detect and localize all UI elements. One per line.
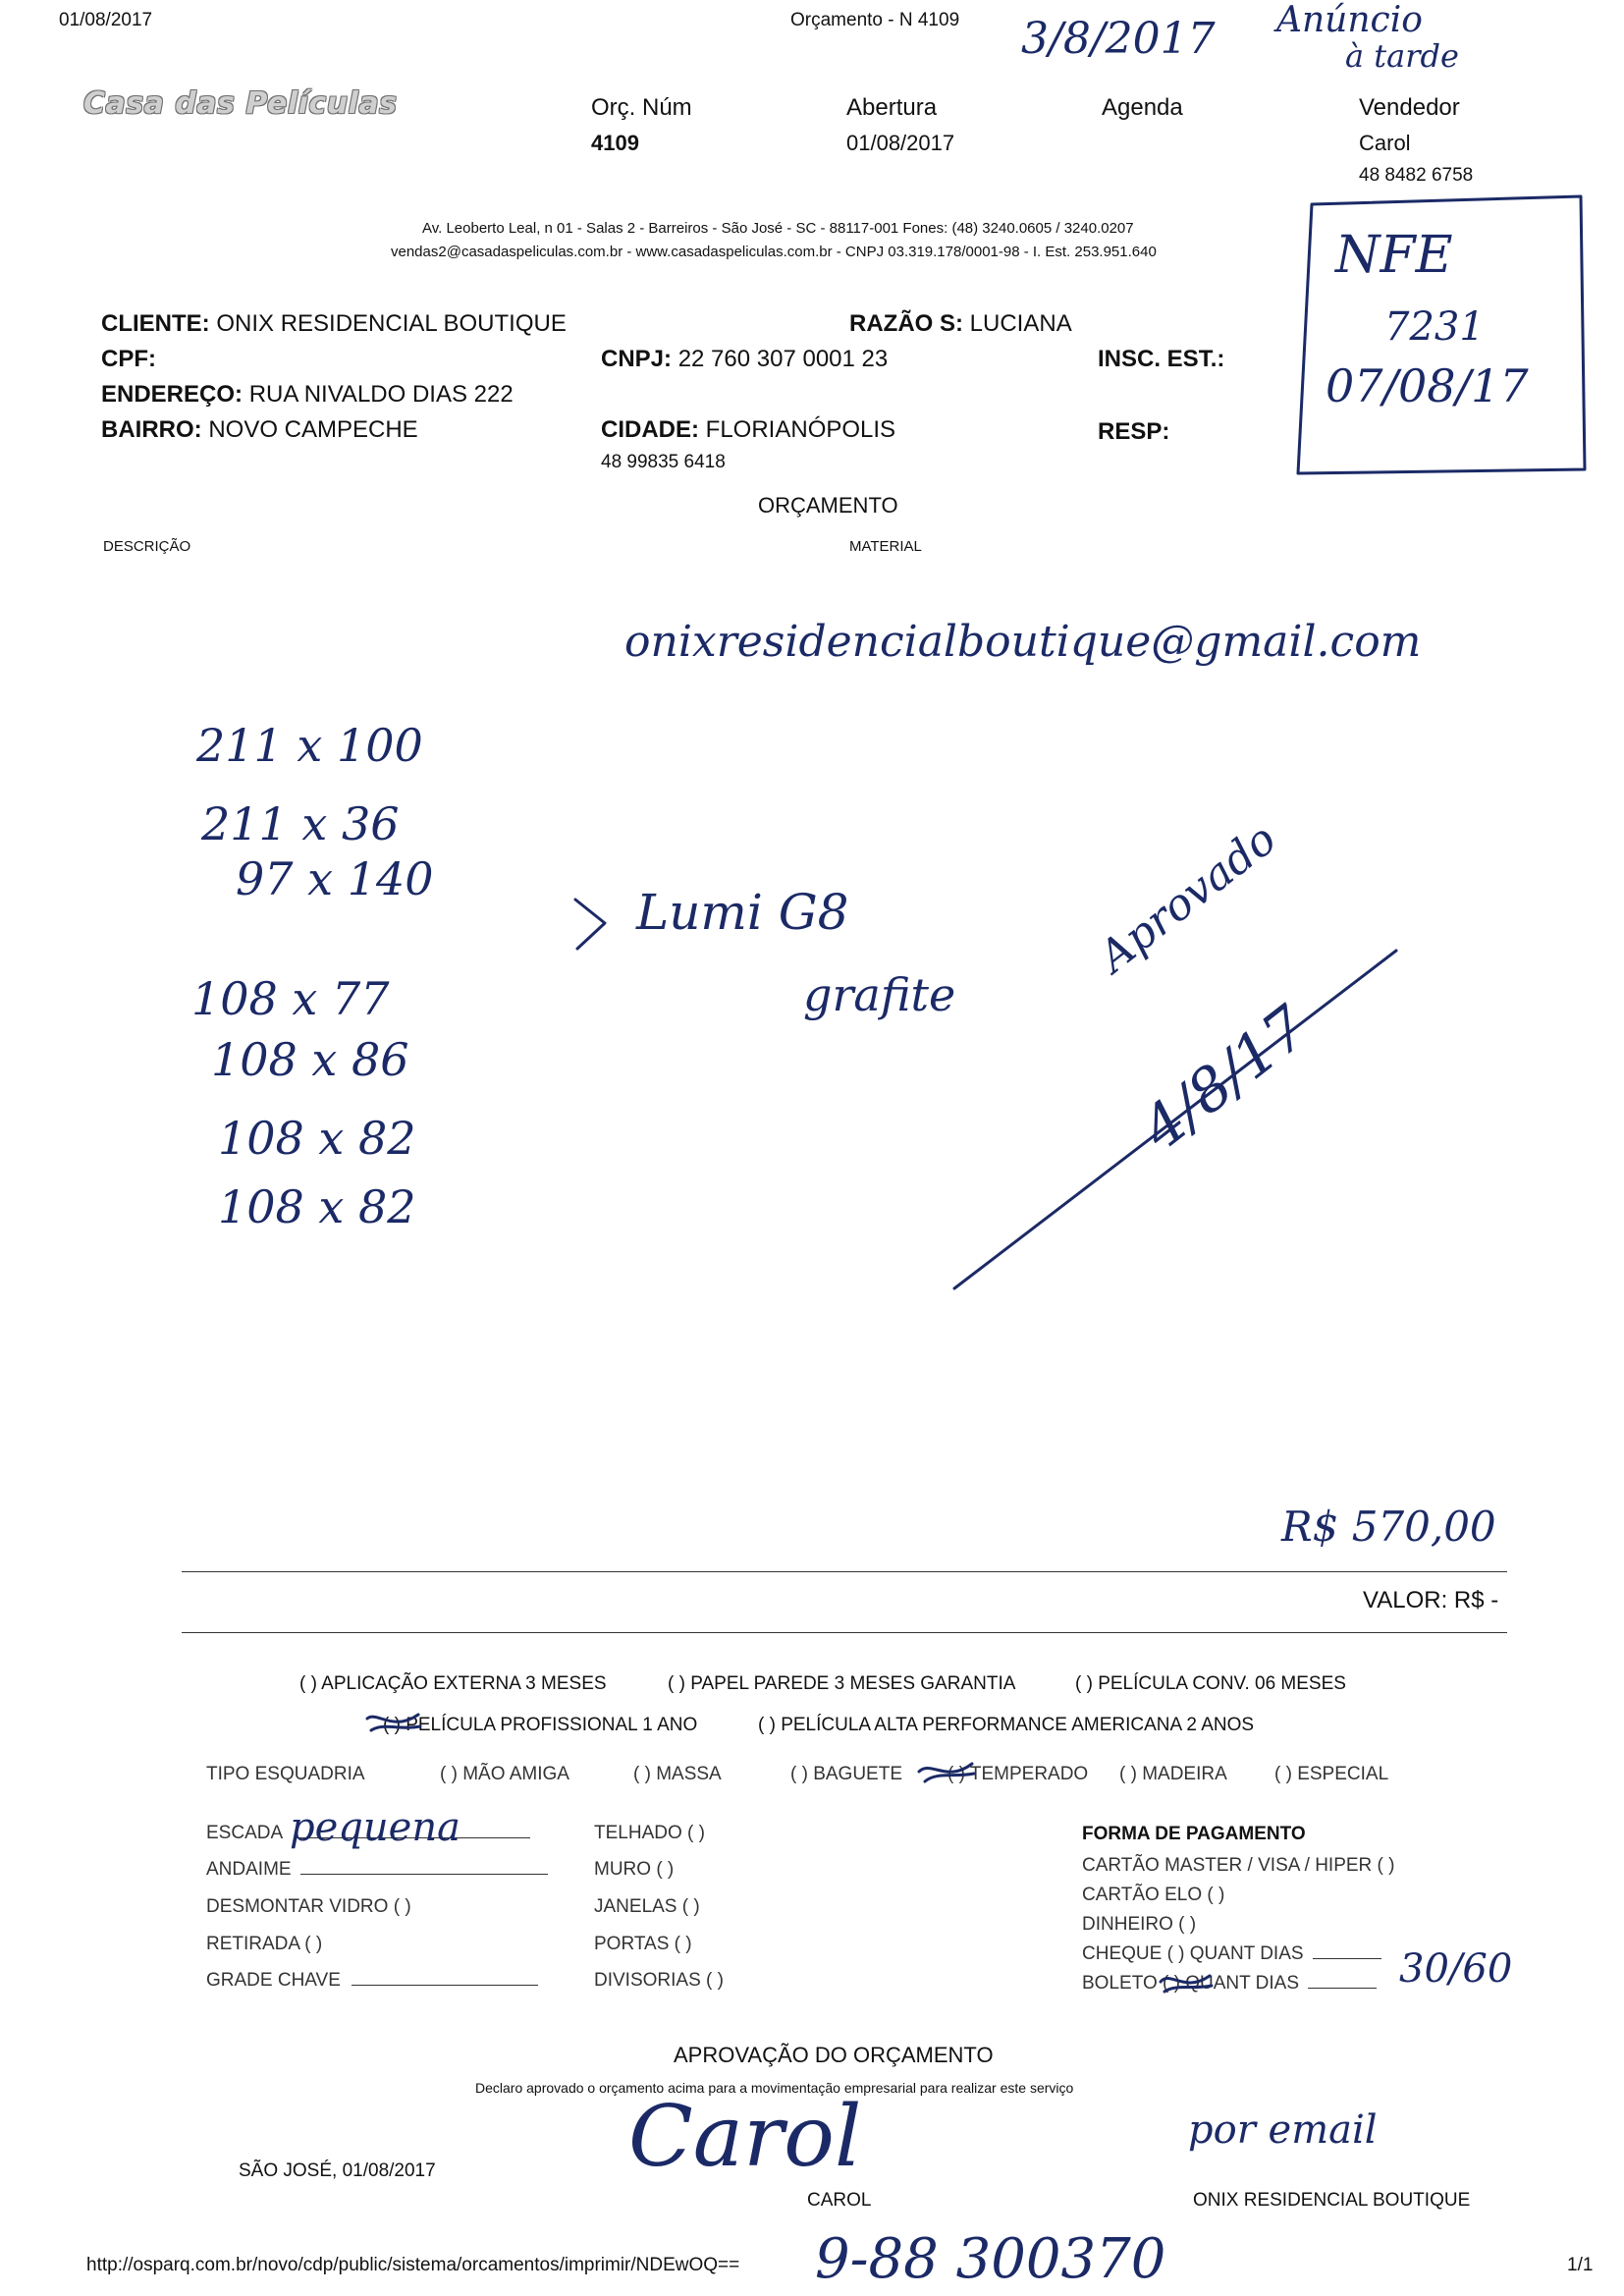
handwritten-material-2: grafite xyxy=(803,968,956,1021)
measure-5: 108 x 86 xyxy=(211,1033,409,1086)
option-pelicula-profissional[interactable]: ( ) PELÍCULA PROFISSIONAL 1 ANO xyxy=(383,1715,698,1735)
material-label: MATERIAL xyxy=(849,538,922,555)
payment-dinheiro[interactable]: DINHEIRO ( ) xyxy=(1082,1914,1197,1935)
sign-client: ONIX RESIDENCIAL BOUTIQUE xyxy=(1193,2190,1471,2211)
cliente-value: ONIX RESIDENCIAL BOUTIQUE xyxy=(216,310,567,337)
abertura-value: 01/08/2017 xyxy=(846,131,955,155)
approval-declaration: Declaro aprovado o orçamento acima para a movimentação empresarial para realizar este serviço xyxy=(475,2080,1074,2096)
service-divisorias[interactable]: DIVISORIAS ( ) xyxy=(594,1970,724,1991)
resp-label: RESP: xyxy=(1098,418,1170,445)
handwritten-note-top-1: Anúncio xyxy=(1276,0,1423,40)
document-title: Orçamento - N 4109 xyxy=(790,10,960,30)
valor-bottom-rule xyxy=(182,1632,1507,1633)
sign-seller: CAROL xyxy=(807,2190,872,2211)
nfe-number: 7231 xyxy=(1384,304,1485,350)
cidade-value: FLORIANÓPOLIS xyxy=(705,416,896,443)
company-contact: vendas2@casadaspeliculas.com.br - www.casadaspeliculas.com.br - CNPJ 03.319.178/0001-98 - I. Est. 253.951.640 xyxy=(391,244,1157,260)
service-grade-chave xyxy=(206,1970,538,1992)
cliente-row xyxy=(101,310,567,338)
approval-place-date: SÃO JOSÉ, 01/08/2017 xyxy=(239,2160,436,2181)
tipo-madeira[interactable]: ( ) MADEIRA xyxy=(1119,1764,1227,1784)
service-desmontar-vidro[interactable]: DESMONTAR VIDRO ( ) xyxy=(206,1896,411,1917)
checkmark-boleto-icon xyxy=(1157,1968,1216,1995)
cidade-row xyxy=(601,416,895,444)
nfe-label: NFE xyxy=(1335,226,1453,285)
grade-chave-blank[interactable] xyxy=(352,1985,538,1986)
tipo-temperado[interactable]: ( ) TEMPERADO xyxy=(947,1764,1089,1784)
print-date: 01/08/2017 xyxy=(59,10,153,30)
handwritten-approved: Aprovado xyxy=(1090,813,1286,983)
approval-title: APROVAÇÃO DO ORÇAMENTO xyxy=(674,2043,994,2067)
measure-2: 211 x 36 xyxy=(201,797,400,850)
tipo-baguete[interactable]: ( ) BAGUETE xyxy=(790,1764,903,1784)
handwritten-por-email: por email xyxy=(1188,2107,1378,2153)
handwritten-note-top-2: à tarde xyxy=(1345,37,1459,75)
handwritten-email: onixresidencialboutique@gmail.com xyxy=(624,617,1422,667)
endereco-value: RUA NIVALDO DIAS 222 xyxy=(248,381,514,408)
handwritten-material-1: Lumi G8 xyxy=(636,884,849,941)
payment-boleto xyxy=(1082,1973,1377,1995)
service-andaime xyxy=(206,1859,548,1881)
tipo-especial[interactable]: ( ) ESPECIAL xyxy=(1274,1764,1389,1784)
option-pelicula-conv[interactable]: ( ) PELÍCULA CONV. 06 MESES xyxy=(1075,1673,1346,1694)
andaime-blank[interactable] xyxy=(300,1874,548,1875)
page-url[interactable]: http://osparq.com.br/novo/cdp/public/sistema/orcamentos/imprimir/NDEwOQ== xyxy=(86,2255,740,2275)
cnpj-label: CNPJ: xyxy=(601,346,673,372)
payment-cheque xyxy=(1082,1943,1381,1965)
descricao-label: DESCRIÇÃO xyxy=(103,538,191,555)
tipo-esquadria-label: TIPO ESQUADRIA xyxy=(206,1764,365,1784)
payment-cartao-master[interactable]: CARTÃO MASTER / VISA / HIPER ( ) xyxy=(1082,1855,1395,1876)
cheque-dias-blank[interactable] xyxy=(1313,1958,1381,1959)
handwritten-date-top: 3/8/2017 xyxy=(1021,14,1216,64)
nfe-date: 07/08/17 xyxy=(1326,359,1529,412)
razao-label: RAZÃO S: xyxy=(849,310,963,337)
service-muro[interactable]: MURO ( ) xyxy=(594,1859,675,1880)
payment-cartao-elo[interactable]: CARTÃO ELO ( ) xyxy=(1082,1885,1225,1905)
payment-boleto-label[interactable]: BOLETO ( ) QUANT DIAS xyxy=(1082,1973,1300,1994)
cnpj-row xyxy=(601,346,888,373)
handwritten-bottom-phone: 9-88 300370 xyxy=(815,2227,1166,2291)
tipo-massa[interactable]: ( ) MASSA xyxy=(633,1764,722,1784)
handwritten-approved-date: 4/8/17 xyxy=(1129,993,1322,1165)
service-grade-chave-label: GRADE CHAVE xyxy=(206,1970,341,1991)
vendedor-value: Carol xyxy=(1359,131,1411,155)
company-address: Av. Leoberto Leal, n 01 - Salas 2 - Barreiros - São José - SC - 88117-001 Fones: (48) 3240.0605 / 3240.0207 xyxy=(422,220,1134,237)
razao-value: LUCIANA xyxy=(969,310,1072,337)
service-portas[interactable]: PORTAS ( ) xyxy=(594,1934,692,1954)
client-phone: 48 99835 6418 xyxy=(601,452,726,472)
checkmark-temperado-icon xyxy=(915,1756,978,1785)
cpf-label: CPF: xyxy=(101,346,156,372)
endereco-row xyxy=(101,381,514,409)
cnpj-value: 22 760 307 0001 23 xyxy=(677,346,889,372)
service-retirada[interactable]: RETIRADA ( ) xyxy=(206,1934,323,1954)
payment-title: FORMA DE PAGAMENTO xyxy=(1082,1824,1306,1844)
checkmark-profissional-icon xyxy=(363,1709,424,1736)
handwritten-total: R$ 570,00 xyxy=(1281,1503,1496,1551)
measure-1: 211 x 100 xyxy=(196,719,423,772)
option-papel-parede[interactable]: ( ) PAPEL PAREDE 3 MESES GARANTIA xyxy=(668,1673,1016,1694)
bairro-value: NOVO CAMPECHE xyxy=(208,416,418,443)
orcamento-title: ORÇAMENTO xyxy=(758,493,898,518)
measure-7: 108 x 82 xyxy=(218,1180,416,1233)
endereco-label: ENDEREÇO: xyxy=(101,381,244,408)
bairro-row xyxy=(101,416,418,444)
service-telhado[interactable]: TELHADO ( ) xyxy=(594,1823,705,1843)
cliente-label: CLIENTE: xyxy=(101,310,210,337)
valor-top-rule xyxy=(182,1571,1507,1572)
measure-6: 108 x 82 xyxy=(218,1112,416,1165)
option-pelicula-alta-performance[interactable]: ( ) PELÍCULA ALTA PERFORMANCE AMERICANA 2 ANOS xyxy=(758,1715,1255,1735)
boleto-dias-blank[interactable] xyxy=(1308,1988,1377,1989)
vendedor-phone: 48 8482 6758 xyxy=(1359,165,1474,186)
handwritten-signature: Carol xyxy=(628,2088,862,2186)
payment-cheque-label[interactable]: CHEQUE ( ) QUANT DIAS xyxy=(1082,1943,1304,1964)
page-number: 1/1 xyxy=(1567,2255,1594,2275)
service-escada-label: ESCADA xyxy=(206,1823,283,1843)
service-andaime-label: ANDAIME xyxy=(206,1859,292,1880)
bairro-label: BAIRRO: xyxy=(101,416,202,443)
bracket-drawing xyxy=(571,896,611,955)
cidade-label: CIDADE: xyxy=(601,416,699,443)
orc-num-value: 4109 xyxy=(591,131,639,155)
vendedor-label: Vendedor xyxy=(1359,94,1460,121)
abertura-label: Abertura xyxy=(846,94,938,121)
handwritten-escada: pequena xyxy=(290,1805,460,1850)
option-aplicacao-externa[interactable]: ( ) APLICAÇÃO EXTERNA 3 MESES xyxy=(299,1673,607,1694)
insc-est-label: INSC. EST.: xyxy=(1098,346,1225,372)
valor-label: VALOR: R$ - xyxy=(1363,1587,1499,1613)
orc-num-label: Orç. Núm xyxy=(591,94,692,121)
handwritten-quant-dias: 30/60 xyxy=(1399,1946,1513,1992)
razao-row xyxy=(849,310,1072,338)
agenda-label: Agenda xyxy=(1102,94,1183,121)
service-janelas[interactable]: JANELAS ( ) xyxy=(594,1896,700,1917)
measure-3: 97 x 140 xyxy=(236,852,434,905)
company-logo: Casa das Películas xyxy=(83,86,398,121)
measure-4: 108 x 77 xyxy=(191,972,390,1025)
tipo-mao-amiga[interactable]: ( ) MÃO AMIGA xyxy=(440,1764,569,1784)
